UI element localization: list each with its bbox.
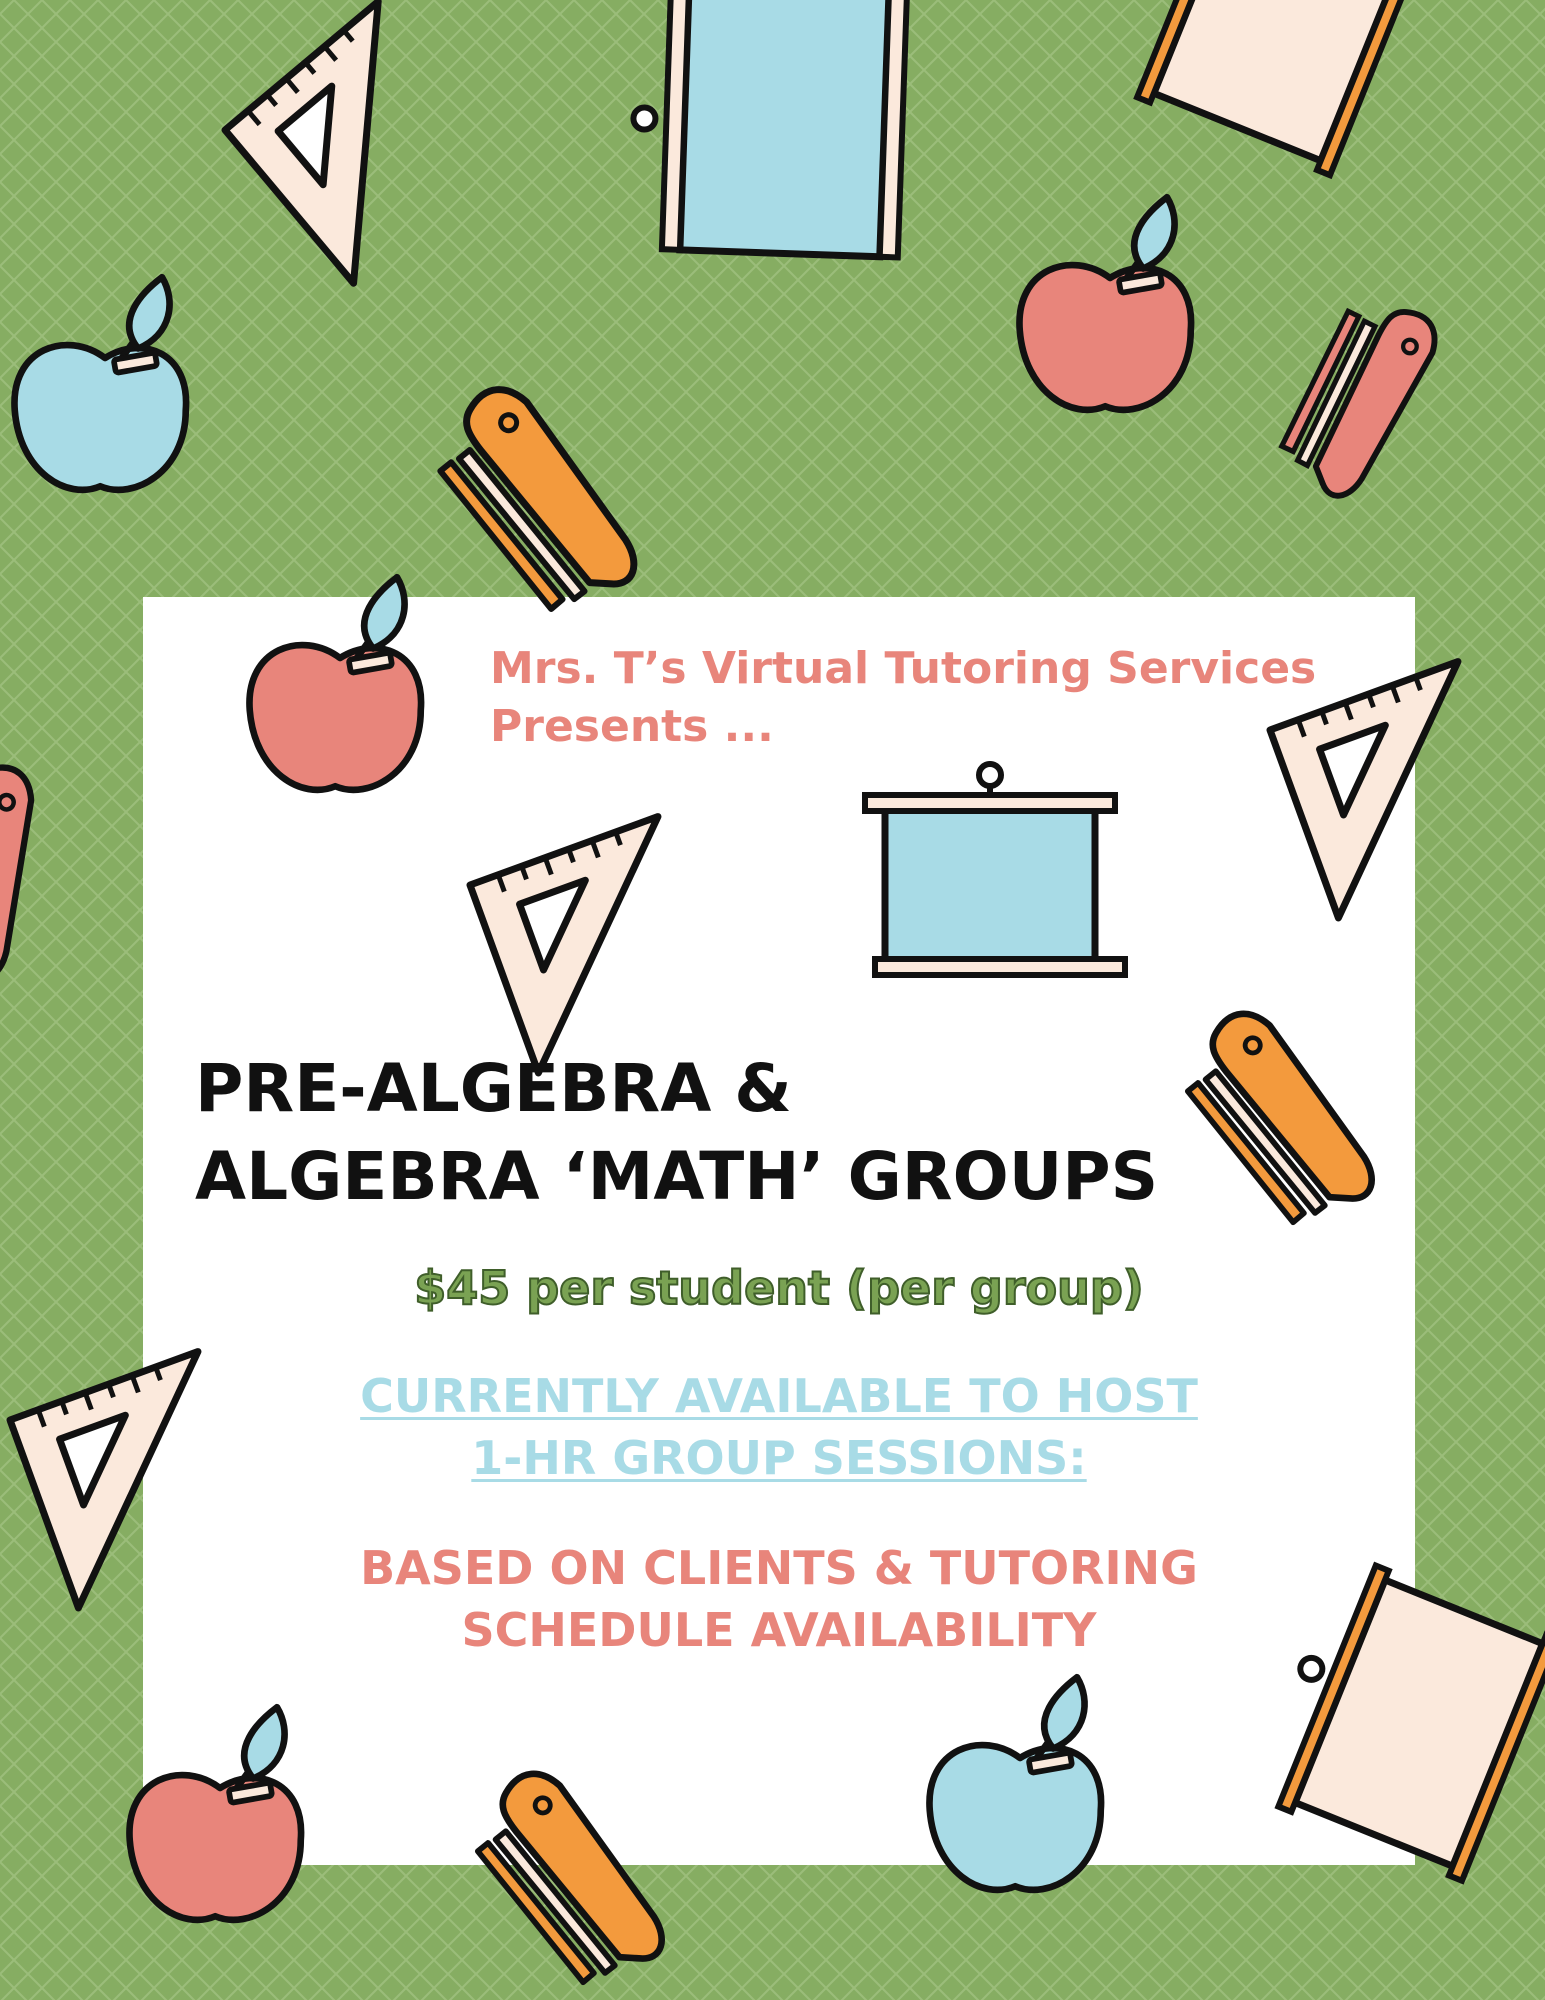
stapler-icon xyxy=(1278,302,1437,503)
set-square-icon xyxy=(225,1,507,283)
availability-line-2: 1-HR GROUP SESSIONS: xyxy=(471,1431,1087,1485)
schedule-line-1: BASED ON CLIENTS & TUTORING xyxy=(360,1541,1198,1595)
apple-icon xyxy=(14,277,186,490)
schedule-line-2: SCHEDULE AVAILABILITY xyxy=(461,1603,1097,1657)
set-square-icon xyxy=(470,817,726,1073)
availability-line-1: CURRENTLY AVAILABLE TO HOST xyxy=(360,1369,1198,1423)
schedule-note xyxy=(143,1537,1415,1661)
page-title xyxy=(195,1045,1395,1221)
presenter-line: Mrs. T’s Virtual Tutoring Services xyxy=(490,643,1317,694)
stapler-icon xyxy=(443,1763,706,2000)
price-label: $45 per student (per group) xyxy=(414,1261,1144,1315)
pull-down-screen-icon xyxy=(865,764,1125,975)
apple-icon xyxy=(929,1677,1101,1890)
apple-icon xyxy=(129,1707,301,1920)
pull-down-screen-icon xyxy=(629,0,909,257)
headline-line-1: PRE-ALGEBRA & xyxy=(195,1050,792,1127)
stapler-icon xyxy=(404,378,681,635)
notepad-icon xyxy=(1137,0,1424,175)
headline-line-2: ALGEBRA ‘MATH’ GROUPS xyxy=(195,1138,1159,1215)
presents-line: Presents ... xyxy=(490,701,774,752)
stapler-icon xyxy=(0,761,74,993)
presenter-heading xyxy=(490,640,1390,756)
apple-icon xyxy=(249,577,421,790)
apple-icon xyxy=(1019,197,1191,410)
availability-notice xyxy=(143,1365,1415,1489)
